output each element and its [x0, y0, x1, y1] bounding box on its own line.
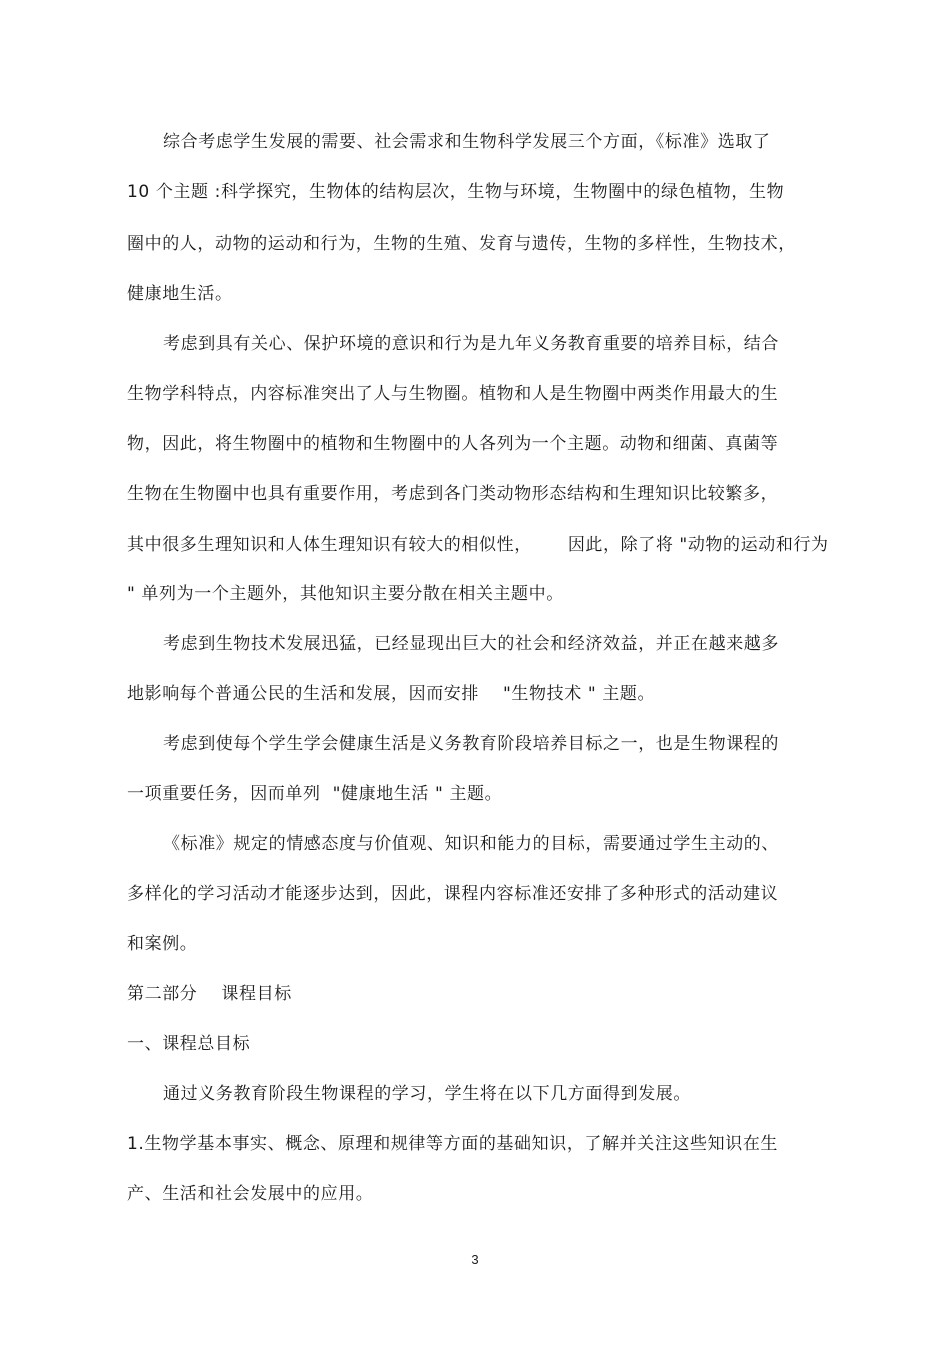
paragraph-line: 健康地生活。 [127, 284, 233, 304]
paragraph-line: 地影响每个普通公民的生活和发展，因而安排 "生物技术 " 主题。 [127, 684, 656, 704]
paragraph-line: 其中很多生理知识和人体生理知识有较大的相似性， 因此，除了将 "动物的运动和行为 [127, 535, 829, 555]
paragraph-line: 通过义务教育阶段生物课程的学习，学生将在以下几方面得到发展。 [163, 1084, 691, 1104]
list-item: 1.生物学基本事实、概念、原理和规律等方面的基础知识，了解并关注这些知识在生 [127, 1134, 779, 1154]
paragraph-line: 《标准》规定的情感态度与价值观、知识和能力的目标，需要通过学生主动的、 [163, 834, 779, 854]
paragraph-line: 10 个主题 :科学探究，生物体的结构层次，生物与环境，生物圈中的绿色植物，生物 [127, 182, 785, 202]
paragraph-line: 圈中的人，动物的运动和行为，生物的生殖、发育与遗传，生物的多样性，生物技术， [127, 234, 796, 254]
paragraph-line: 一项重要任务，因而单列 "健康地生活 " 主题。 [127, 784, 503, 804]
paragraph-line: 和案例。 [127, 934, 198, 954]
page-number: 3 [471, 1252, 479, 1267]
section-heading: 第二部分 课程目标 [127, 984, 292, 1004]
subsection-heading: 一、课程总目标 [127, 1034, 251, 1054]
paragraph-line: 物，因此，将生物圈中的植物和生物圈中的人各列为一个主题。动物和细菌、真菌等 [127, 434, 779, 454]
paragraph-line: 生物学科特点，内容标准突出了人与生物圈。植物和人是生物圈中两类作用最大的生 [127, 384, 779, 404]
paragraph-line: 考虑到具有关心、保护环境的意识和行为是九年义务教育重要的培养目标，结合 [163, 334, 779, 354]
paragraph-line: 多样化的学习活动才能逐步达到，因此，课程内容标准还安排了多种形式的活动建议 [127, 884, 779, 904]
paragraph-line: 综合考虑学生发展的需要、社会需求和生物科学发展三个方面，《标准》选取了 [163, 132, 771, 152]
paragraph-line: " 单列为一个主题外，其他知识主要分散在相关主题中。 [127, 584, 564, 604]
paragraph-line: 考虑到生物技术发展迅猛，已经显现出巨大的社会和经济效益，并正在越来越多 [163, 634, 779, 654]
paragraph-line: 生物在生物圈中也具有重要作用，考虑到各门类动物形态结构和生理知识比较繁多， [127, 484, 779, 504]
paragraph-line: 产、生活和社会发展中的应用。 [127, 1184, 374, 1204]
paragraph-line: 考虑到使每个学生学会健康生活是义务教育阶段培养目标之一，也是生物课程的 [163, 734, 779, 754]
